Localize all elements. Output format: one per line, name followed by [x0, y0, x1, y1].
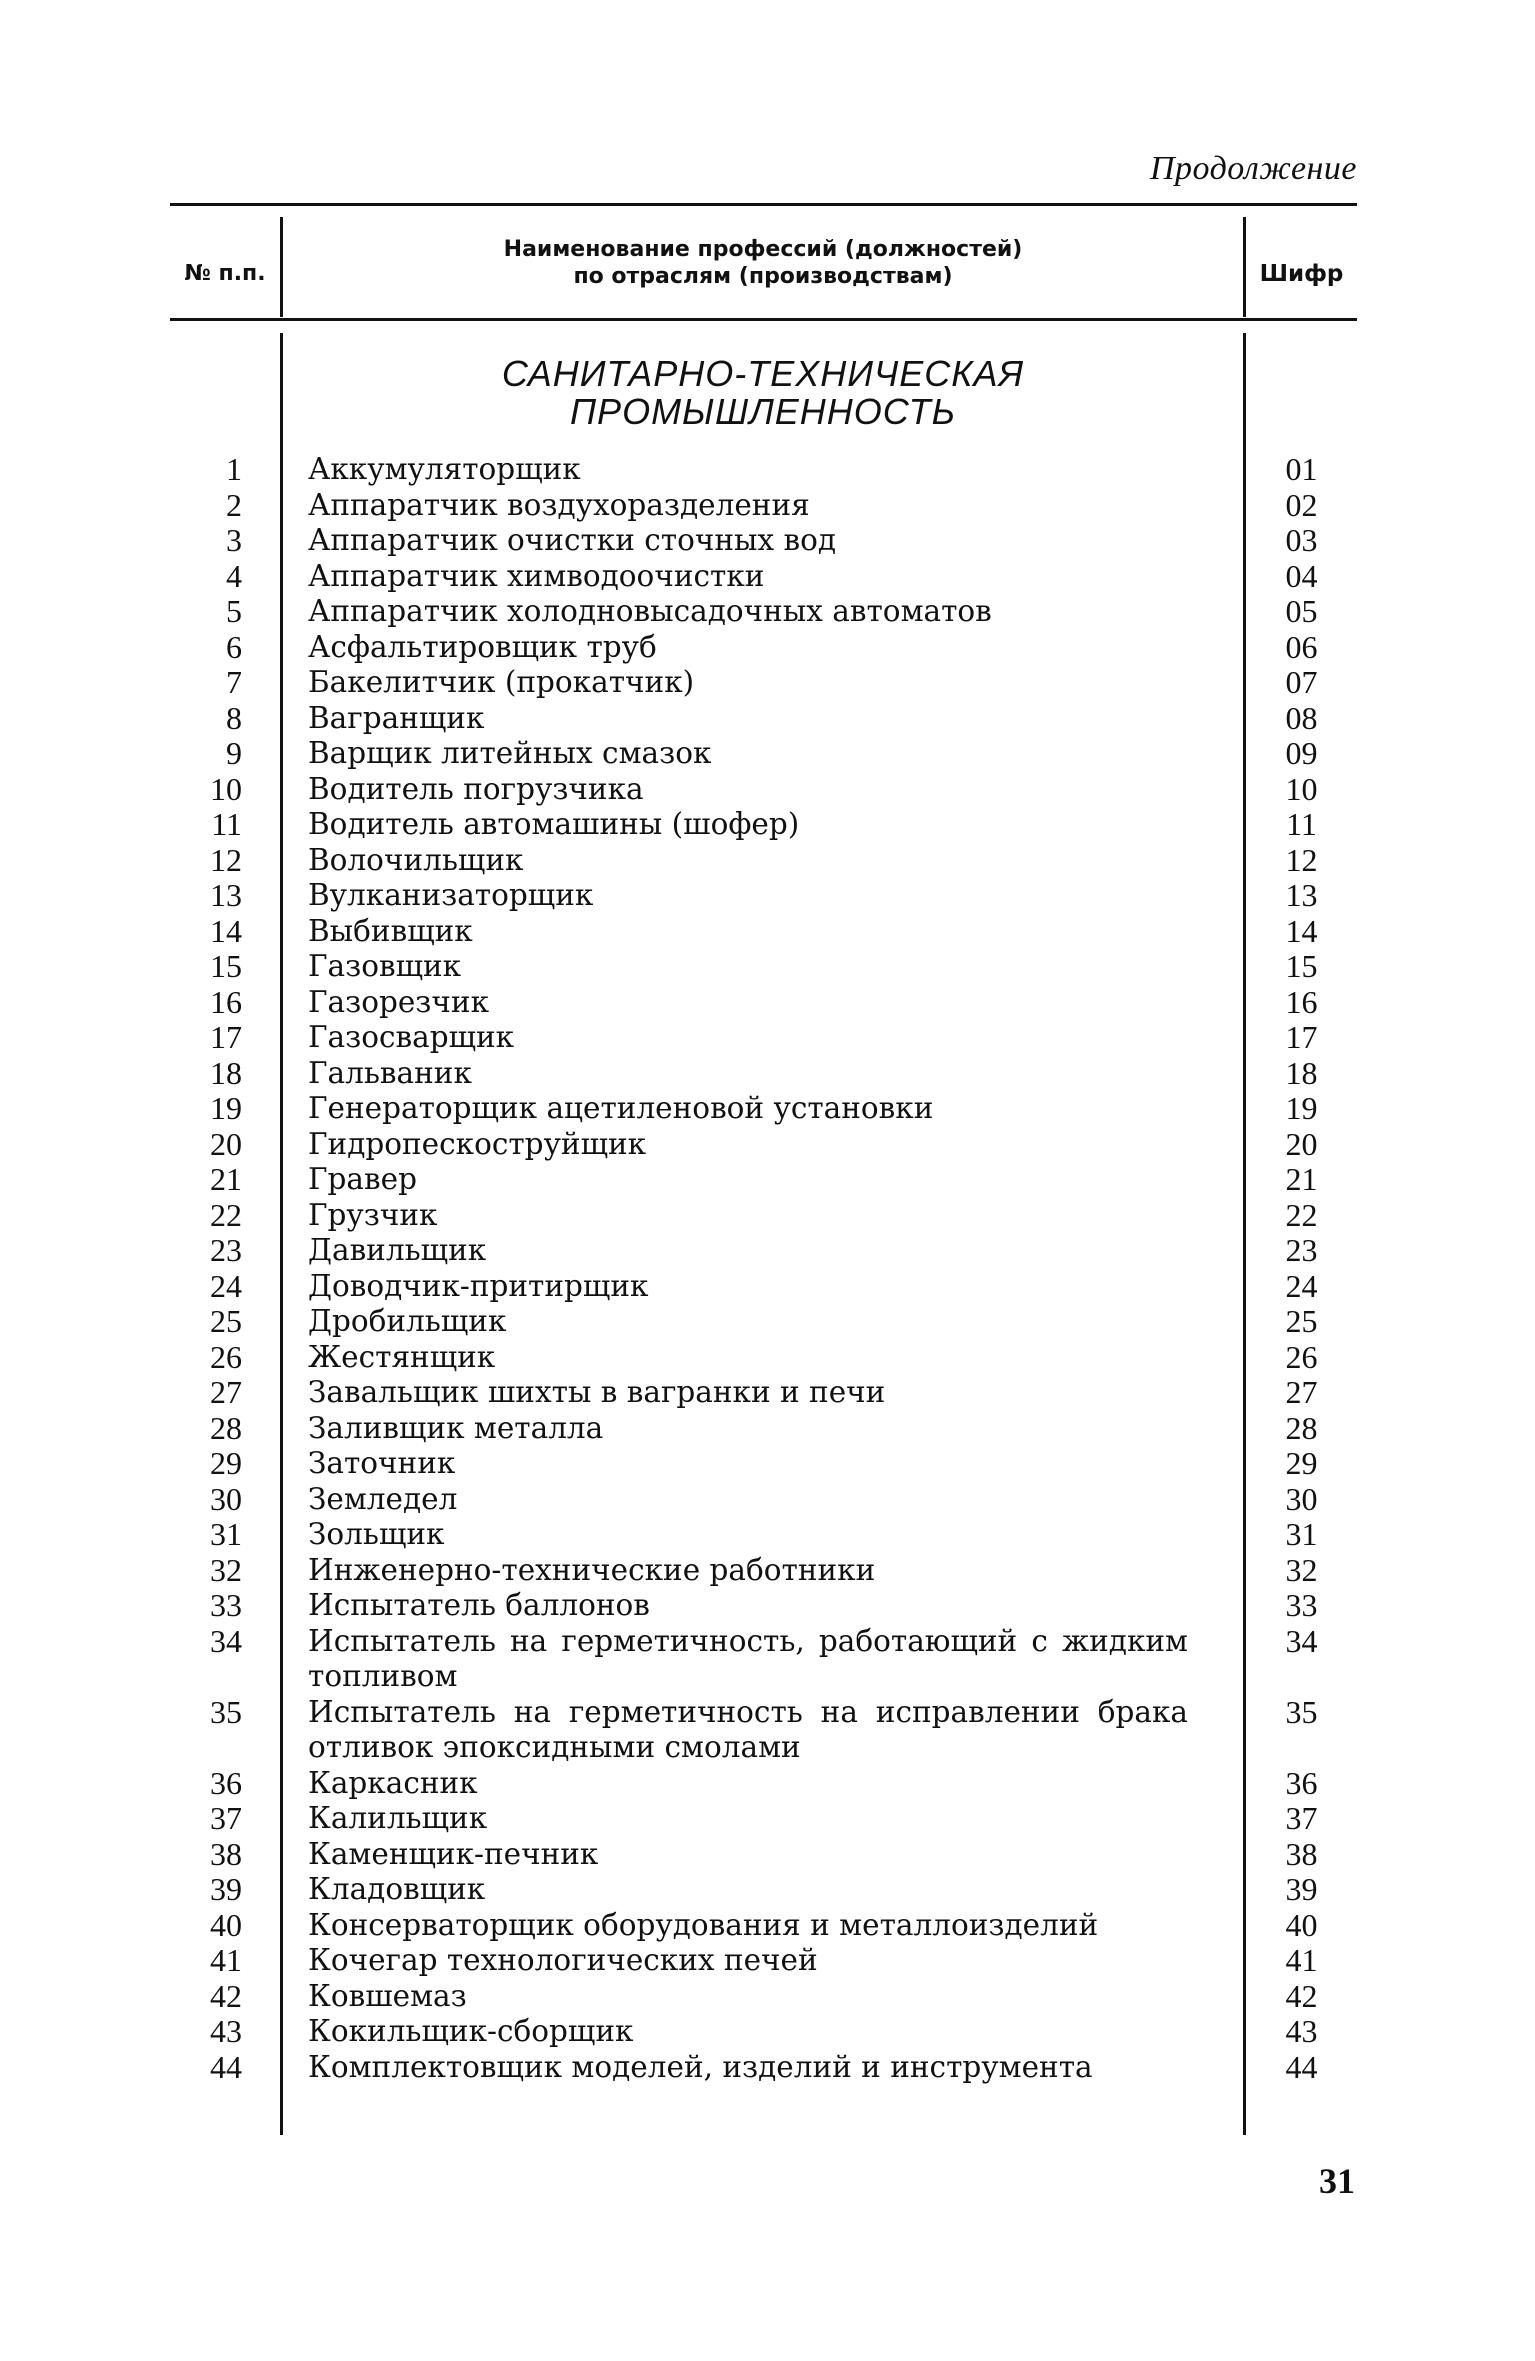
table-row — [170, 1375, 1357, 1411]
row-profession-name: Аппаратчик очистки сточных вод — [308, 523, 837, 557]
table-top-rule — [170, 203, 1357, 206]
row-number: 2 — [226, 486, 242, 523]
row-number: 6 — [226, 628, 242, 665]
table-row — [170, 594, 1357, 630]
row-code: 01 — [1285, 451, 1318, 487]
row-profession-name: Аппаратчик химводоочистки — [308, 558, 765, 593]
row-code: 22 — [1285, 1196, 1318, 1233]
row-number: 31 — [210, 1516, 242, 1552]
row-number: 37 — [210, 1800, 242, 1836]
row-code: 15 — [1285, 948, 1318, 984]
table-row — [170, 1979, 1357, 2015]
table-row — [170, 1588, 1357, 1624]
table-row — [170, 843, 1357, 879]
row-profession-name: Аппаратчик воздухоразделения — [308, 487, 810, 522]
row-code: 43 — [1285, 2013, 1318, 2049]
row-profession-name: Кокильщик-сборщик — [308, 2014, 634, 2048]
table-row — [170, 488, 1357, 524]
section-title-line1: САНИТАРНО-ТЕХНИЧЕСКАЯ — [501, 353, 1025, 394]
row-code: 08 — [1285, 699, 1318, 736]
row-number: 22 — [210, 1196, 242, 1233]
row-code: 03 — [1285, 522, 1318, 558]
row-code: 27 — [1285, 1374, 1318, 1410]
row-code: 04 — [1285, 557, 1318, 594]
row-profession-name: Кладовщик — [308, 1872, 486, 1906]
row-number: 41 — [210, 1942, 242, 1978]
row-code: 25 — [1285, 1303, 1318, 1339]
row-profession-name: Консерваторщик оборудования и металлоизделий — [308, 1907, 1099, 1942]
row-code: 42 — [1285, 1977, 1318, 2014]
table-row — [170, 1127, 1357, 1163]
professions-table — [170, 203, 1357, 2135]
table-row — [170, 1943, 1357, 1979]
row-code: 35 — [1285, 1693, 1318, 1730]
row-profession-name: Вулканизаторщик — [308, 878, 594, 912]
table-row — [170, 2014, 1357, 2050]
row-number: 13 — [210, 877, 242, 913]
table-body — [170, 452, 1357, 2085]
row-number: 20 — [210, 1125, 242, 1162]
row-profession-name: Давильщик — [308, 1233, 487, 1267]
table-row — [170, 1837, 1357, 1873]
table-row — [170, 1766, 1357, 1802]
row-profession-name: Зольщик — [308, 1517, 445, 1551]
row-profession-name: Кочегар технологических печей — [308, 1943, 818, 1977]
row-profession-name: Аккумуляторщик — [308, 452, 581, 486]
row-code: 44 — [1285, 2048, 1318, 2085]
table-row — [170, 1162, 1357, 1198]
row-profession-name: Газорезчик — [308, 984, 490, 1019]
table-row — [170, 1233, 1357, 1269]
row-number: 39 — [210, 1871, 242, 1907]
table-row — [170, 1198, 1357, 1234]
row-number: 16 — [210, 983, 242, 1020]
table-row — [170, 1020, 1357, 1056]
row-code: 20 — [1285, 1125, 1318, 1162]
row-profession-name: Земледел — [308, 1481, 458, 1516]
row-number: 12 — [210, 841, 242, 878]
row-code: 39 — [1285, 1871, 1318, 1907]
row-code: 24 — [1285, 1267, 1318, 1304]
row-profession-name: Испытатель на герметичность на исправлении брака отливок эпоксидными смолами — [308, 1694, 1188, 1764]
row-profession-name: Заточник — [308, 1446, 456, 1480]
header-code: Шифр — [1259, 261, 1344, 287]
table-row — [170, 1091, 1357, 1127]
row-code: 17 — [1285, 1019, 1318, 1055]
row-number: 10 — [210, 770, 242, 807]
table-row — [170, 1801, 1357, 1837]
row-number: 23 — [210, 1232, 242, 1268]
table-row — [170, 665, 1357, 701]
row-code: 23 — [1285, 1232, 1318, 1268]
row-profession-name: Калильщик — [308, 1801, 488, 1835]
row-number: 27 — [210, 1374, 242, 1410]
row-profession-name: Водитель погрузчика — [308, 771, 644, 806]
table-row — [170, 878, 1357, 914]
row-number: 4 — [226, 557, 242, 594]
row-code: 34 — [1285, 1622, 1318, 1659]
table-row — [170, 701, 1357, 737]
row-number: 15 — [210, 948, 242, 984]
row-code: 05 — [1285, 593, 1318, 629]
table-row — [170, 1517, 1357, 1553]
row-number: 33 — [210, 1587, 242, 1623]
table-row — [170, 630, 1357, 666]
row-code: 21 — [1285, 1161, 1318, 1197]
row-number: 42 — [210, 1977, 242, 2014]
row-profession-name: Бакелитчик (прокатчик) — [308, 665, 695, 699]
row-profession-name: Аппаратчик холодновысадочных автоматов — [308, 594, 992, 628]
header-bottom-rule — [170, 318, 1357, 321]
row-number: 30 — [210, 1480, 242, 1517]
row-number: 14 — [210, 912, 242, 949]
section-title — [283, 355, 1243, 431]
row-profession-name: Выбивщик — [308, 913, 473, 948]
row-number: 8 — [226, 699, 242, 736]
table-row — [170, 2050, 1357, 2086]
row-number: 38 — [210, 1835, 242, 1872]
row-code: 40 — [1285, 1906, 1318, 1943]
row-code: 14 — [1285, 912, 1318, 949]
section-title-line2: ПРОМЫШЛЕННОСТЬ — [569, 391, 957, 432]
row-profession-name: Асфальтировщик труб — [308, 629, 657, 664]
row-number: 34 — [210, 1622, 242, 1659]
row-profession-name: Газовщик — [308, 949, 462, 983]
table-row — [170, 736, 1357, 772]
row-profession-name: Ковшемаз — [308, 1978, 467, 2013]
row-profession-name: Инженерно-технические работники — [308, 1552, 876, 1587]
row-number: 18 — [210, 1054, 242, 1091]
table-row — [170, 1269, 1357, 1305]
row-code: 10 — [1285, 770, 1318, 807]
row-number: 21 — [210, 1161, 242, 1197]
header-name-line2: по отраслям (производствам) — [573, 264, 953, 289]
row-profession-name: Дробильщик — [308, 1304, 507, 1338]
row-code: 29 — [1285, 1445, 1318, 1481]
row-number: 24 — [210, 1267, 242, 1304]
row-number: 3 — [226, 522, 242, 558]
row-profession-name: Каркасник — [308, 1765, 478, 1800]
table-row — [170, 452, 1357, 488]
row-code: 11 — [1286, 806, 1317, 842]
row-number: 29 — [210, 1445, 242, 1481]
row-profession-name: Завальщик шихты в вагранки и печи — [308, 1375, 886, 1409]
row-code: 30 — [1285, 1480, 1318, 1517]
row-code: 06 — [1285, 628, 1318, 665]
row-number: 5 — [226, 593, 242, 629]
row-profession-name: Генераторщик ацетиленовой установки — [308, 1091, 934, 1125]
table-row — [170, 772, 1357, 808]
header-name — [283, 236, 1243, 290]
row-code: 16 — [1285, 983, 1318, 1020]
row-number: 9 — [226, 735, 242, 771]
table-row — [170, 523, 1357, 559]
table-row — [170, 985, 1357, 1021]
page-number: 31 — [1319, 2161, 1355, 2201]
row-number: 35 — [210, 1693, 242, 1730]
table-row — [170, 1056, 1357, 1092]
row-code: 38 — [1285, 1835, 1318, 1872]
row-code: 41 — [1285, 1942, 1318, 1978]
row-number: 28 — [210, 1409, 242, 1446]
row-code: 19 — [1285, 1090, 1318, 1126]
row-number: 1 — [226, 451, 242, 487]
row-number: 43 — [210, 2013, 242, 2049]
row-profession-name: Доводчик-притирщик — [308, 1268, 649, 1303]
row-profession-name: Комплектовщик моделей, изделий и инструмента — [308, 2049, 1093, 2084]
table-row — [170, 1446, 1357, 1482]
row-code: 07 — [1285, 664, 1318, 700]
row-profession-name: Каменщик-печник — [308, 1836, 599, 1871]
row-number: 11 — [211, 806, 242, 842]
table-row — [170, 1624, 1357, 1695]
table-row — [170, 559, 1357, 595]
row-number: 7 — [226, 664, 242, 700]
row-profession-name: Заливщик металла — [308, 1410, 604, 1445]
row-profession-name: Вагранщик — [308, 700, 485, 735]
table-row — [170, 1695, 1357, 1766]
row-number: 32 — [210, 1551, 242, 1588]
row-number: 19 — [210, 1090, 242, 1126]
row-profession-name: Гравер — [308, 1162, 417, 1196]
table-row — [170, 1482, 1357, 1518]
row-number: 44 — [210, 2048, 242, 2085]
row-number: 25 — [210, 1303, 242, 1339]
row-number: 40 — [210, 1906, 242, 1943]
row-code: 13 — [1285, 877, 1318, 913]
row-code: 09 — [1285, 735, 1318, 771]
row-code: 31 — [1285, 1516, 1318, 1552]
row-code: 02 — [1285, 486, 1318, 523]
table-row — [170, 1553, 1357, 1589]
row-code: 18 — [1285, 1054, 1318, 1091]
row-profession-name: Жестянщик — [308, 1339, 496, 1374]
row-profession-name: Гальваник — [308, 1055, 472, 1090]
row-profession-name: Волочильщик — [308, 842, 524, 877]
header-name-line1: Наименование профессий (должностей) — [503, 237, 1023, 262]
row-code: 36 — [1285, 1764, 1318, 1801]
row-profession-name: Гидропескоструйщик — [308, 1126, 647, 1161]
row-number: 26 — [210, 1338, 242, 1375]
table-row — [170, 1872, 1357, 1908]
row-number: 17 — [210, 1019, 242, 1055]
row-profession-name: Водитель автомашины (шофер) — [308, 807, 800, 841]
table-row — [170, 1340, 1357, 1376]
row-profession-name: Газосварщик — [308, 1020, 515, 1054]
row-profession-name: Грузчик — [308, 1197, 438, 1232]
row-code: 12 — [1285, 841, 1318, 878]
table-row — [170, 914, 1357, 950]
table-row — [170, 1304, 1357, 1340]
row-code: 32 — [1285, 1551, 1318, 1588]
row-code: 33 — [1285, 1587, 1318, 1623]
row-code: 37 — [1285, 1800, 1318, 1836]
row-profession-name: Испытатель баллонов — [308, 1588, 650, 1622]
table-row — [170, 1411, 1357, 1447]
row-code: 28 — [1285, 1409, 1318, 1446]
continued-label: Продолжение — [1149, 150, 1357, 187]
row-number: 36 — [210, 1764, 242, 1801]
header-number: № п.п. — [184, 261, 266, 286]
table-row — [170, 807, 1357, 843]
row-profession-name: Испытатель на герметичность, работающий с жидким топливом — [308, 1623, 1188, 1693]
table-row — [170, 1908, 1357, 1944]
table-row — [170, 949, 1357, 985]
row-code: 26 — [1285, 1338, 1318, 1375]
row-profession-name: Варщик литейных смазок — [308, 736, 712, 770]
